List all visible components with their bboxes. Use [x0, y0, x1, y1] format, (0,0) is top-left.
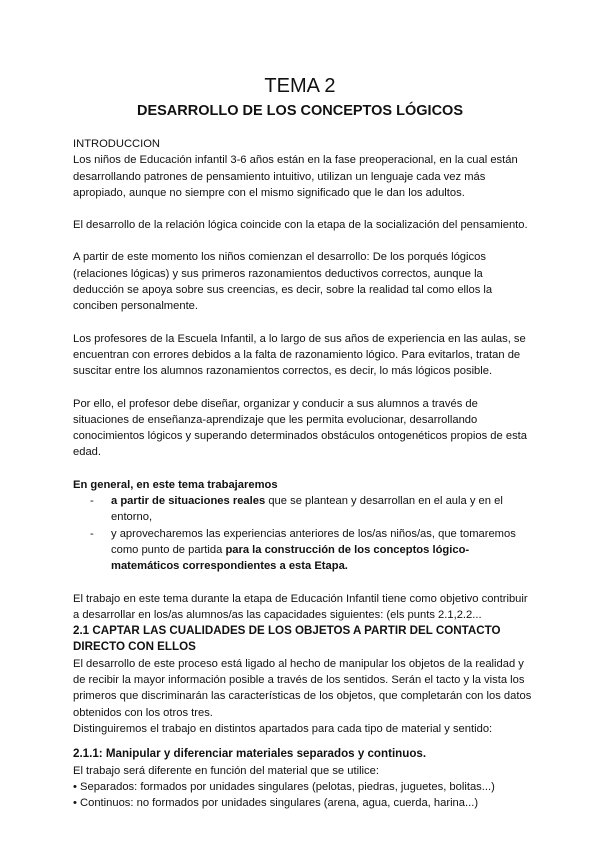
- section-2-1-1-heading: 2.1.1: Manipular y diferenciar materiales separados y continuos.: [73, 747, 427, 761]
- general-item-2-text: y aprovecharemos las experiencias anteriores de los/as niños/as, que tomaremos como punto de partida: [111, 527, 516, 556]
- intro-paragraph-5: Por ello, el profesor debe diseñar, organizar y conducir a sus alumnos a través de situaciones de enseñanza-aprendizaje que les permita evolucionar, desarrollando conocimientos lógicos y superando determinados obstáculos ontogenéticos propios de esta edad.: [73, 397, 527, 459]
- dash-marker: -: [90, 527, 94, 540]
- general-list: [73, 493, 533, 574]
- objective-paragraph: El trabajo en este tema durante la etapa de Educación Infantil tiene como objetivo contribuir a desarrollar en los/as alumnos/as las capacidades siguientes: (els punts 2.1,2.2...: [73, 592, 528, 621]
- document-title: TEMA 2: [264, 75, 336, 97]
- intro-paragraph-4: Los profesores de la Escuela Infantil, a lo largo de sus años de experiencia en las aulas, se encuentran con errores debidos a la falta de razonamiento lógico. Para evitarlos, tratan de suscitar entre los alumnos razonamientos correctos, es decir, lo más lógicos posible.: [73, 332, 526, 378]
- general-heading: En general, en este tema trabajaremos: [73, 478, 278, 491]
- document-body: [73, 136, 533, 811]
- intro-paragraph-3: A partir de este momento los niños comienzan el desarrollo: De los porqués lógicos (relaciones lógicas) y sus primeros razonamientos deductivos correctos, aunque la deducción se apoya sobre sus creencias, es decir, sobre la realidad tal como ellos la conciben personalmente.: [73, 251, 493, 313]
- bullet-separados: • Separados: formados por unidades singulares (pelotas, piedras, juguetes, bolitas...): [73, 780, 495, 793]
- document-subtitle: DESARROLLO DE LOS CONCEPTOS LÓGICOS: [136, 103, 463, 119]
- dash-marker: -: [90, 495, 94, 508]
- intro-paragraph-1: Los niños de Educación infantil 3-6 años están en la fase preoperacional, en la cual están desarrollando patrones de pensamiento intuitivo, utilizan un lenguaje cada vez más apropiado, aunque no siempre con el mismo significado que le dan los adultos.: [73, 154, 518, 199]
- general-list-item-1: [73, 493, 533, 526]
- general-item-1-bold: a partir de situaciones reales: [111, 495, 266, 508]
- intro-paragraph-2: El desarrollo de la relación lógica coincide con la etapa de la socialización del pensamiento.: [73, 219, 528, 232]
- general-item-1-text: que se plantean y desarrollan en el aula y en el entorno,: [111, 495, 503, 524]
- section-2-1-paragraph-1: El desarrollo de este proceso está ligado al hecho de manipular los objetos de la realidad y de recibir la mayor información posible a través de los sentidos. Serán el tacto y la vista los primeros que discriminarán las características de los objetos, que completarán con los datos obtenidos con los otros tres.: [73, 657, 532, 719]
- general-item-2-bold: para la construcción de los conceptos lógico-matemáticos correspondientes a esta Etapa.: [111, 543, 470, 573]
- section-2-1-heading: 2.1 CAPTAR LAS CUALIDADES DE LOS OBJETOS A PARTIR DEL CONTACTO DIRECTO CON ELLOS: [73, 624, 501, 654]
- general-list-item-2: [73, 526, 533, 575]
- bullet-continuos: • Continuos: no formados por unidades singulares (arena, agua, cuerda, harina...): [73, 797, 479, 810]
- section-2-1-paragraph-2: Distinguiremos el trabajo en distintos apartados para cada tipo de material y sentido:: [73, 722, 493, 735]
- intro-heading: INTRODUCCION: [73, 138, 161, 150]
- section-2-1-1-paragraph: El trabajo será diferente en función del material que se utilice:: [73, 764, 379, 777]
